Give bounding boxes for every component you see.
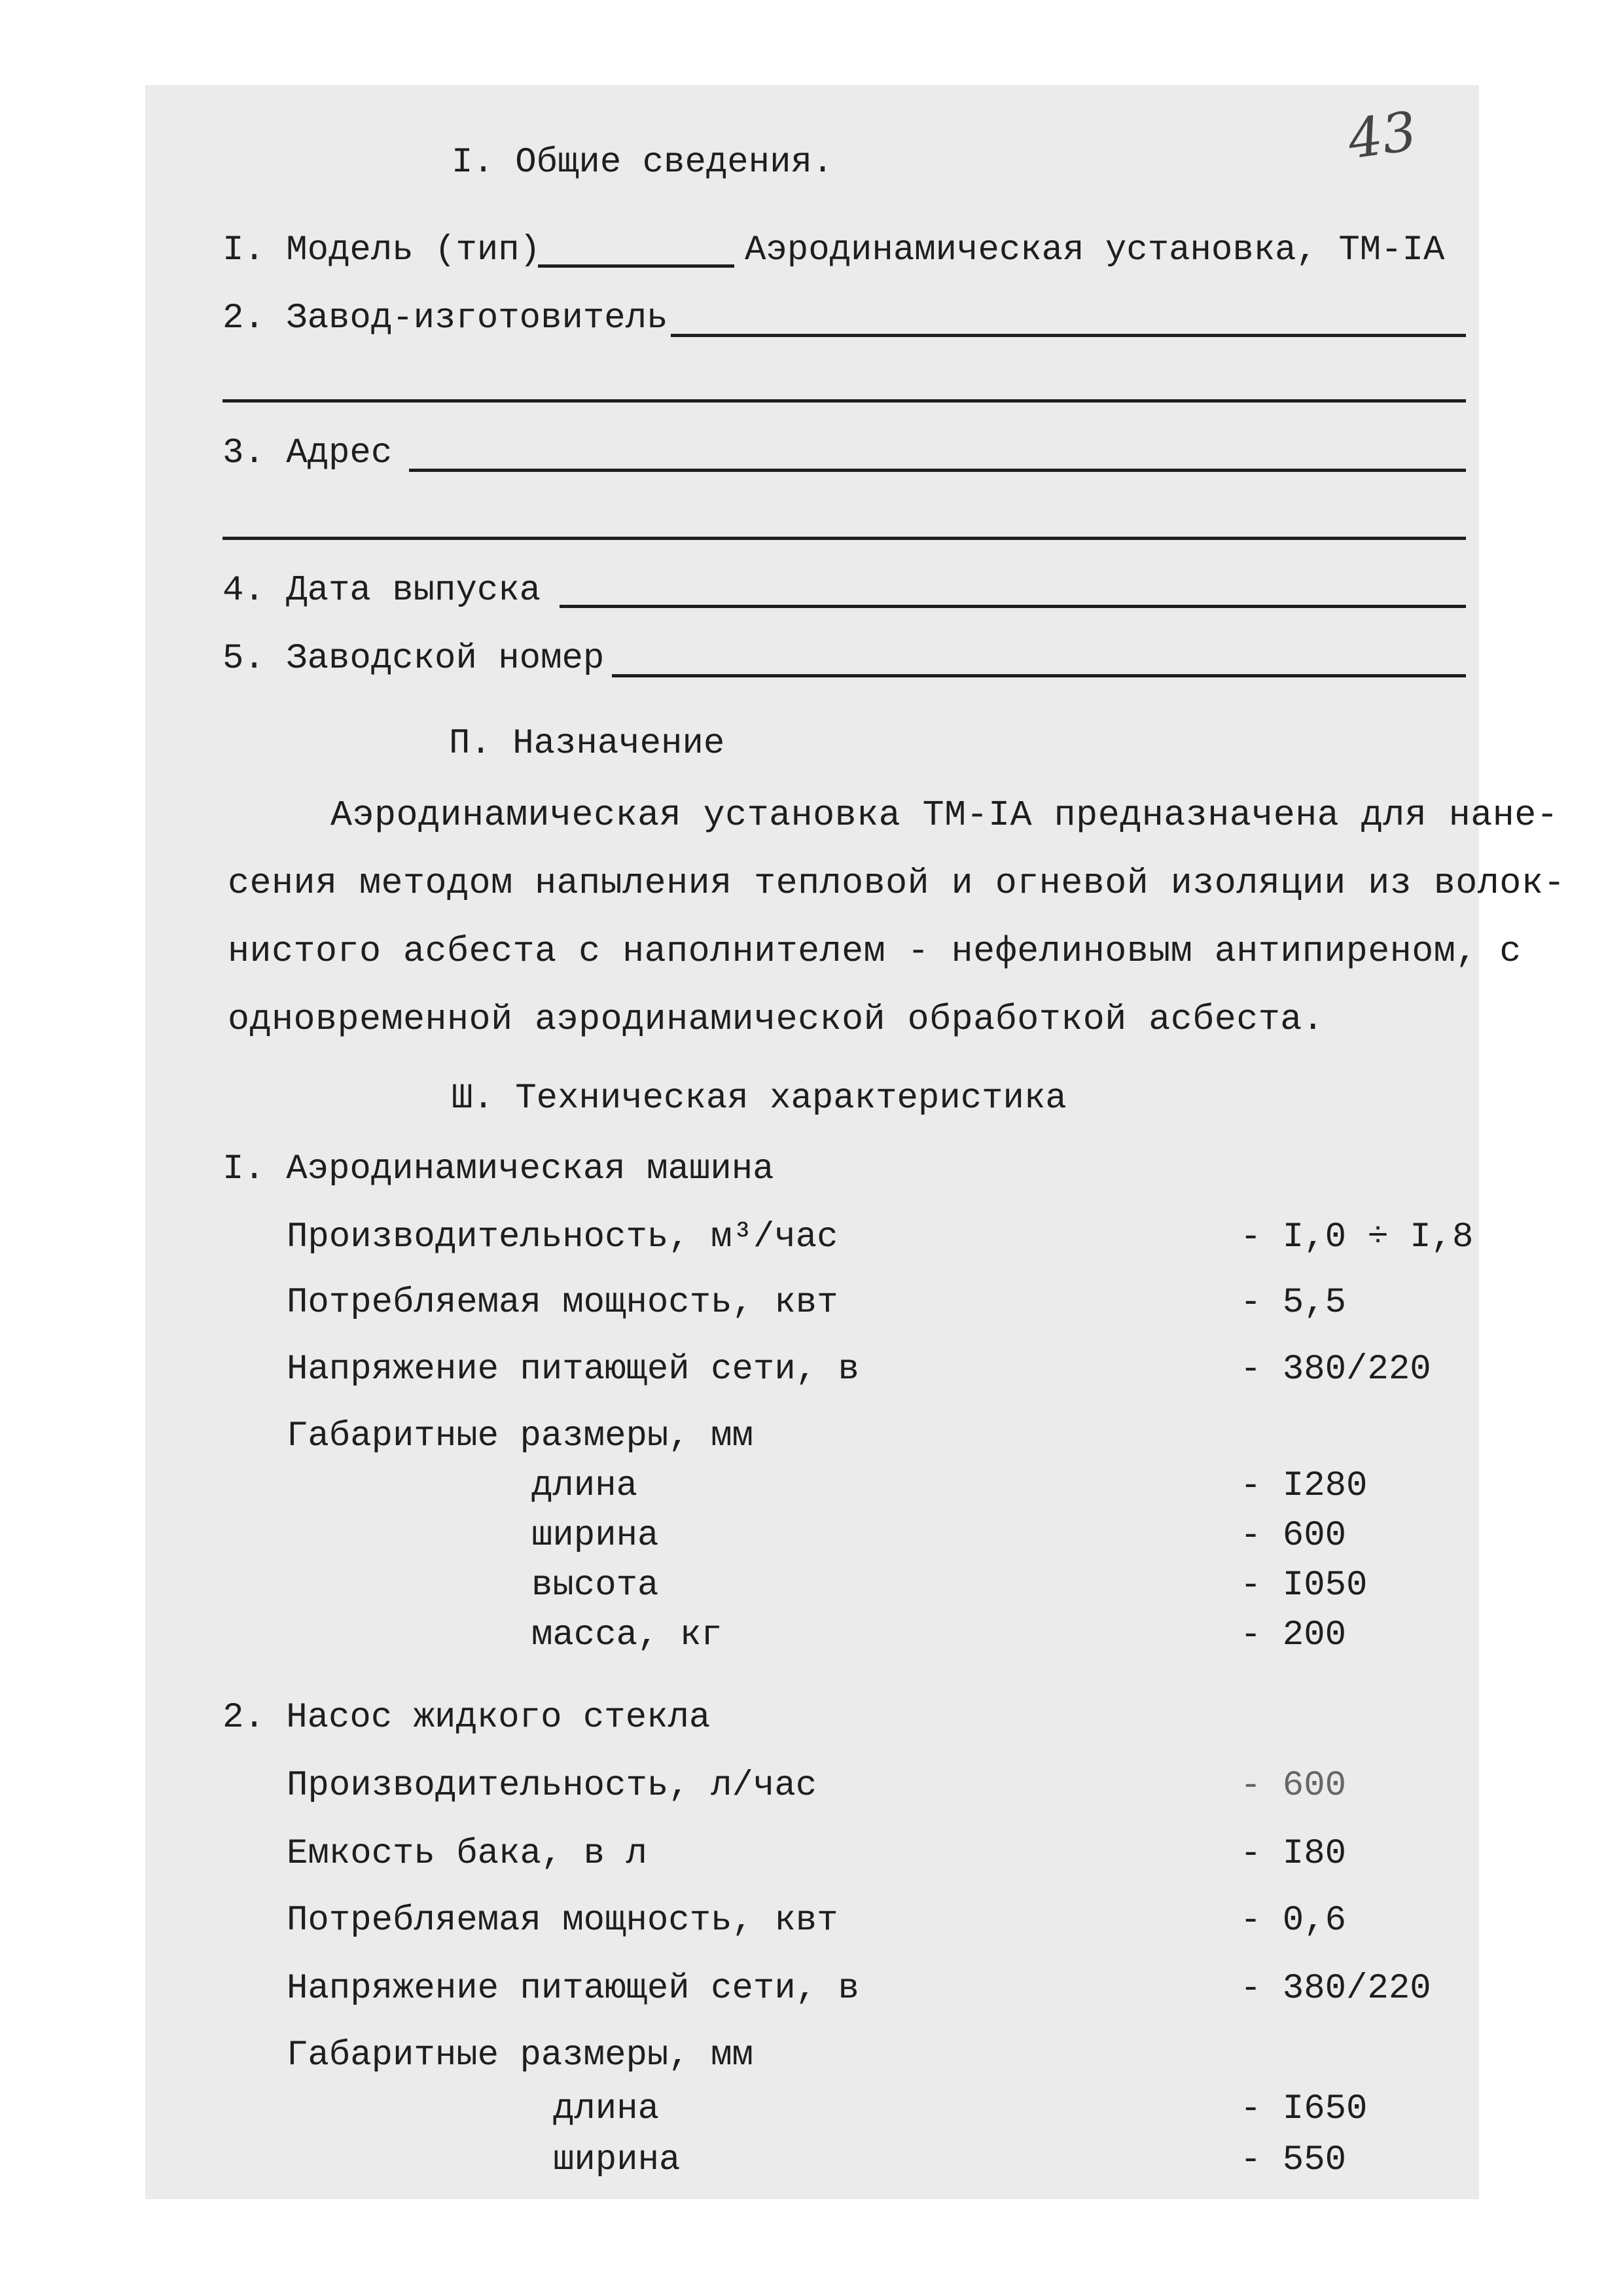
pump-dimension-label: ширина — [553, 2140, 681, 2180]
pump-spec-value: - 380/220 — [1240, 1969, 1431, 2009]
machine-dimension-label: длина — [531, 1466, 638, 1506]
pump-spec-label: Производительность, л/час — [287, 1766, 817, 1806]
address-blank-2 — [223, 537, 1466, 540]
pump-spec-value: - 0,6 — [1240, 1901, 1347, 1941]
purpose-line-3: нистого асбеста с наполнителем - нефелиновым антипиреном, с — [228, 931, 1522, 972]
pump-dimension-label: длина — [553, 2089, 660, 2129]
release-date-blank — [560, 605, 1466, 608]
manufacturer-blank-2 — [223, 399, 1466, 403]
purpose-line-4: одновременной аэродинамической обработкой асбеста. — [228, 999, 1325, 1040]
pump-dimensions-label: Габаритные размеры, мм — [287, 2036, 753, 2075]
machine-heading: I. Аэродинамическая машина — [223, 1149, 774, 1189]
machine-dimension-value: - 200 — [1240, 1615, 1347, 1655]
machine-dimensions-label: Габаритные размеры, мм — [287, 1416, 753, 1456]
section-2-title: П. Назначение — [449, 724, 725, 764]
purpose-line-1: Аэродинамическая установка ТМ-IА предназначена для нане- — [330, 795, 1559, 836]
model-blank — [538, 264, 734, 268]
machine-dimension-value: - I280 — [1240, 1466, 1368, 1506]
pump-heading: 2. Насос жидкого стекла — [223, 1698, 711, 1738]
manufacturer-label: 2. Завод-изготовитель — [223, 298, 668, 338]
pump-spec-label: Напряжение питающей сети, в — [287, 1969, 859, 2009]
serial-number-blank — [612, 674, 1466, 677]
release-date-label: 4. Дата выпуска — [223, 571, 541, 611]
pump-dimension-value: - 550 — [1240, 2140, 1347, 2180]
machine-dimension-label: ширина — [531, 1516, 659, 1556]
pump-spec-label: Емкость бака, в л — [287, 1834, 647, 1874]
pump-dimension-value: - I650 — [1240, 2089, 1368, 2129]
machine-spec-value: - I,0 ÷ I,8 — [1240, 1217, 1474, 1257]
machine-dimension-label: высота — [531, 1566, 659, 1605]
purpose-line-2: сения методом напыления тепловой и огневой изоляции из волок- — [228, 863, 1565, 904]
machine-spec-label: Потребляемая мощность, квт — [287, 1283, 838, 1323]
machine-spec-label: Напряжение питающей сети, в — [287, 1350, 859, 1390]
machine-dimension-value: - I050 — [1240, 1566, 1368, 1605]
address-label: 3. Адрес — [223, 433, 393, 473]
manufacturer-blank — [671, 334, 1466, 337]
pump-spec-value: - 600 — [1240, 1766, 1347, 1806]
model-label: I. Модель (тип) — [223, 230, 541, 270]
machine-dimension-label: масса, кг — [531, 1615, 722, 1655]
address-blank — [409, 469, 1466, 472]
machine-dimension-value: - 600 — [1240, 1516, 1347, 1556]
pump-spec-label: Потребляемая мощность, квт — [287, 1901, 838, 1941]
machine-spec-value: - 5,5 — [1240, 1283, 1347, 1323]
pump-spec-value: - I80 — [1240, 1834, 1347, 1874]
serial-number-label: 5. Заводской номер — [223, 639, 605, 679]
machine-spec-label: Производительность, м³/час — [287, 1217, 838, 1257]
section-1-title: I. Общие сведения. — [452, 143, 834, 183]
page-number: 43 — [1344, 100, 1421, 171]
model-value: Аэродинамическая установка, ТМ-IА — [745, 230, 1445, 270]
section-3-title: Ш. Техническая характеристика — [452, 1079, 1067, 1119]
machine-spec-value: - 380/220 — [1240, 1350, 1431, 1390]
